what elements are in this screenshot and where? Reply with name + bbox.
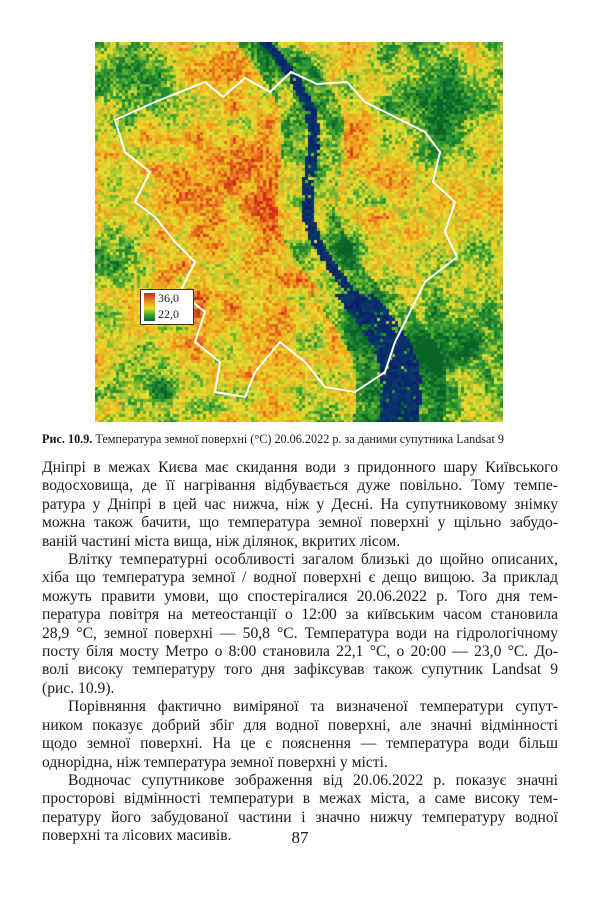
text-line: хіба що температура земної / водної поверхні є дещо вищою. За приклад xyxy=(42,569,558,587)
page-number: 87 xyxy=(291,828,309,847)
text-line: водосховища, де її нагрівання відбувається дуже повільно. Тому темпе- xyxy=(42,477,558,495)
text-line: ником показує добрий збіг для водної поверхні, але значні відмінності xyxy=(42,716,558,734)
temperature-legend xyxy=(140,289,194,325)
legend-color-bar xyxy=(144,293,155,321)
text-line: пературу його забудованої частини і значно нижчу температуру водної xyxy=(42,808,558,826)
text-line: 28,9 °C, земної поверхні — 50,8 °C. Температура води на гідрологічному xyxy=(42,624,558,642)
text-line: можна також бачити, що температура земної поверхні у щільно забудо- xyxy=(42,514,558,532)
text-line: Влітку температурні особливості загалом близькі до щойно описаних, xyxy=(68,551,558,569)
text-line: (рис. 10.9). xyxy=(42,679,115,697)
text-line: Водночас супутникове зображення від 20.06.2022 р. показує значні xyxy=(68,771,558,789)
figure-caption-text: Температура земної поверхні (°C) 20.06.2022 р. за даними супутника Landsat 9 xyxy=(92,432,504,446)
figure-caption xyxy=(42,432,562,447)
text-line: просторові відмінності температури в межах міста, а саме високу тем- xyxy=(42,790,558,808)
kyiv-boundary-line xyxy=(115,72,457,397)
legend-max: 36,0 xyxy=(158,291,179,305)
text-line: Порівняння фактично виміряної та визначеної температури супут- xyxy=(68,698,558,716)
text-line: волі високу температуру того дня зафіксував також супутник Landsat 9 xyxy=(42,661,558,679)
text-line: ратура у Дніпрі в цей час нижча, ніж у Десні. На супутниковому знімку xyxy=(42,495,558,513)
legend-min: 22,0 xyxy=(158,307,179,321)
text-line: однорідна, ніж температура земної поверхні у місті. xyxy=(42,753,388,771)
city-boundary xyxy=(95,42,503,422)
land-surface-temperature-map xyxy=(95,42,503,422)
text-line: щодо земної поверхні. На це є пояснення — температура води більш xyxy=(42,735,558,753)
text-line: Дніпрі в межах Києва має скидання води з придонного шару Київського xyxy=(42,459,558,476)
text-line: поверхні та лісових масивів. xyxy=(42,827,232,845)
text-line: ваній частині міста вища, ніж ділянок, вкритих лісом. xyxy=(42,532,401,550)
body-text xyxy=(42,459,558,846)
text-line: пература повітря на метеостанції о 12:00 за київським часом становила xyxy=(42,606,558,624)
text-line: можуть правити умови, що спостерігалися 20.06.2022 р. Того дня тем- xyxy=(42,587,558,605)
text-line: посту біля мосту Метро о 8:00 становила 22,1 °C, о 20:00 — 23,0 °C. До- xyxy=(42,643,558,661)
figure-label: Рис. 10.9. xyxy=(42,432,93,446)
